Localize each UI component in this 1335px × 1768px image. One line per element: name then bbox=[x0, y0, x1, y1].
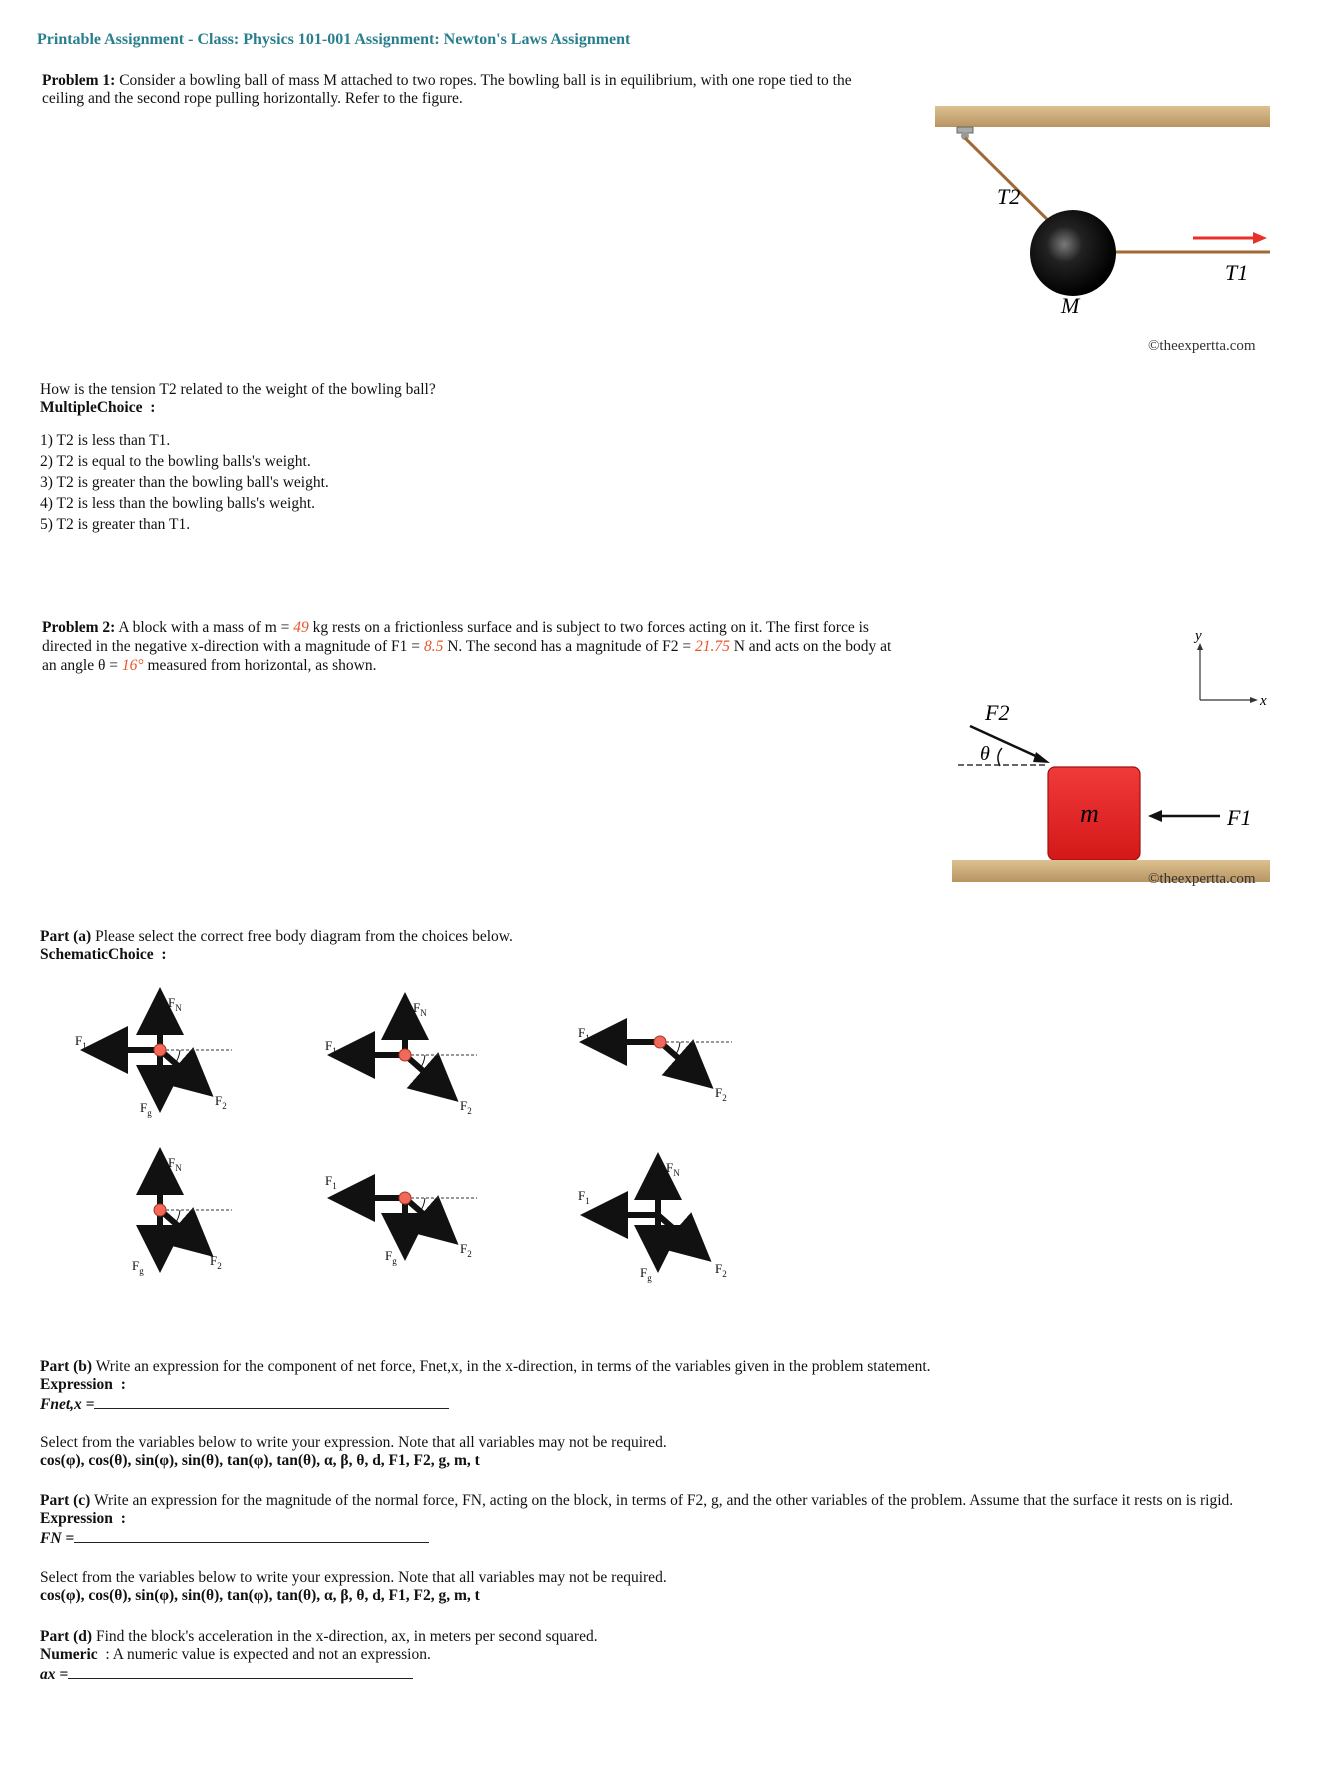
fbd4-label-fg: $F_g$ bbox=[132, 1258, 144, 1276]
fbd5-label-theta: θ bbox=[430, 1211, 437, 1226]
label-theta: θ bbox=[980, 743, 990, 765]
part-d-answer-field[interactable] bbox=[68, 1664, 413, 1679]
fbd6-label-fn: $F_N$ bbox=[666, 1160, 680, 1178]
problem1-label: Problem 1: bbox=[42, 72, 116, 89]
fbd2-body-dot bbox=[399, 1049, 411, 1061]
problem2-label: Problem 2: bbox=[42, 619, 116, 636]
part-c-field-label: FN = bbox=[40, 1530, 75, 1547]
choice-1[interactable]: 1) T2 is less than T1. bbox=[40, 432, 171, 449]
part-d-answer-row bbox=[40, 1664, 1040, 1684]
part-c-label: Part (c) bbox=[40, 1492, 91, 1509]
part-a-text: Please select the correct free body diagram from the choices below. bbox=[95, 928, 513, 945]
part-c-variables-block bbox=[40, 1569, 1040, 1605]
part-d-field-label: ax = bbox=[40, 1666, 69, 1683]
part-c-select-note: Select from the variables below to write your expression. Note that all variables may not be required. bbox=[40, 1569, 667, 1586]
fbd2-label-fn: $F_N$ bbox=[413, 1000, 427, 1018]
part-c-text: Write an expression for the magnitude of the normal force, FN, acting on the block, in terms of F2, g, and the other variables of the problem. Assume that the surface it rests on is rigid. bbox=[93, 1492, 1234, 1509]
fbd2-label-theta: θ bbox=[430, 1068, 437, 1083]
fbd4-label-theta: θ bbox=[185, 1223, 192, 1238]
fbd4-label-fn: $F_N$ bbox=[168, 1155, 182, 1173]
part-a-answer-type: SchematicChoice : bbox=[40, 946, 167, 963]
part-b-label: Part (b) bbox=[40, 1358, 93, 1375]
ceiling-beam bbox=[935, 106, 1270, 127]
fbd5-label-f2: $F_2$ bbox=[460, 1241, 472, 1259]
label-t2: T2 bbox=[997, 184, 1021, 209]
problem2-statement: Problem 2: A block with a mass of m = 49 kg rests on a frictionless surface and is subject to two forces acting on it. The first force is directed in the negative x-direction with a magnitude of F1 = 8.5 N. The second has a magnitude of F2 = 21.75 N and acts on the body at an angle θ = 16° measured from horizontal, as shown. bbox=[42, 619, 892, 674]
part-c-variables: cos(φ), cos(θ), sin(φ), sin(θ), tan(φ), tan(θ), α, β, θ, d, F1, F2, g, m, t bbox=[40, 1587, 480, 1604]
choice-5[interactable]: 5) T2 is greater than T1. bbox=[40, 516, 191, 533]
problem1-statement bbox=[42, 72, 912, 108]
fbd3-label-f2: $F_2$ bbox=[715, 1085, 727, 1103]
x-axis-arrowhead bbox=[1250, 697, 1258, 703]
f2-arrowhead bbox=[1033, 752, 1050, 763]
part-a-label: Part (a) bbox=[40, 928, 92, 945]
part-a-block bbox=[40, 928, 740, 964]
given-angle: 16° bbox=[121, 657, 144, 674]
f1-arrowhead bbox=[1148, 810, 1162, 822]
fbd1-label-theta: θ bbox=[185, 1063, 192, 1078]
problem1-text-line2: ceiling and the second rope pulling horizontally. Refer to the figure. bbox=[42, 90, 463, 107]
problem1-choices bbox=[40, 430, 640, 535]
part-b-block bbox=[40, 1358, 1290, 1414]
choice-3[interactable]: 3) T2 is greater than the bowling ball's weight. bbox=[40, 474, 329, 491]
fbd3-label-f1: $F_1$ bbox=[578, 1025, 590, 1043]
fbd2-label-f2: $F_2$ bbox=[460, 1098, 472, 1116]
fbd4-label-f2: $F_2$ bbox=[210, 1253, 222, 1271]
block-figure bbox=[940, 620, 1290, 885]
y-axis-arrowhead bbox=[1197, 643, 1203, 650]
part-b-text: Write an expression for the component of net force, Fnet,x, in the x-direction, in terms of the variables given in the problem statement. bbox=[95, 1358, 931, 1375]
label-mass-m: M bbox=[1061, 293, 1080, 318]
axis-y-label: y bbox=[1195, 628, 1202, 644]
fbd6-label-theta: θ bbox=[672, 1235, 679, 1250]
label-f1: F1 bbox=[1227, 805, 1252, 830]
problem1-question: How is the tension T2 related to the weight of the bowling ball? bbox=[40, 381, 436, 398]
given-f2: 21.75 bbox=[694, 638, 730, 655]
label-t1: T1 bbox=[1225, 260, 1249, 285]
fbd1-label-f1: $F_1$ bbox=[75, 1033, 87, 1051]
axis-x-label: x bbox=[1260, 693, 1267, 709]
assignment-header: Printable Assignment - Class: Physics 101-001 Assignment: Newton's Laws Assignment bbox=[37, 31, 631, 48]
bowling-ball bbox=[1030, 210, 1116, 296]
fbd3-body-dot bbox=[654, 1036, 666, 1048]
fbd3-label-theta: θ bbox=[685, 1055, 692, 1070]
part-d-answer-note: : A numeric value is expected and not an expression. bbox=[105, 1646, 431, 1663]
part-b-select-note: Select from the variables below to write your expression. Note that all variables may not be required. bbox=[40, 1434, 667, 1451]
fbd5-body-dot bbox=[399, 1192, 411, 1204]
fbd2-label-f1: $F_1$ bbox=[325, 1038, 337, 1056]
fbd4-body-dot bbox=[154, 1204, 166, 1216]
figure1-credit: ©theexpertta.com bbox=[1148, 338, 1256, 354]
theta-arc bbox=[998, 748, 1002, 766]
choice-4[interactable]: 4) T2 is less than the bowling balls's weight. bbox=[40, 495, 316, 512]
fbd6-label-f2: $F_2$ bbox=[715, 1261, 727, 1279]
part-c-block bbox=[40, 1492, 1330, 1548]
part-d-block bbox=[40, 1628, 1040, 1684]
fbd6-label-fg: $F_g$ bbox=[640, 1265, 652, 1283]
fbd5-label-f1: $F_1$ bbox=[325, 1173, 337, 1191]
part-d-text: Find the block's acceleration in the x-direction, ax, in meters per second squared. bbox=[95, 1628, 598, 1645]
fbd6-label-f1: $F_1$ bbox=[578, 1188, 590, 1206]
problem1-text-line1: Consider a bowling ball of mass M attached to two ropes. The bowling ball is in equilibrium, with one rope tied to the bbox=[119, 72, 852, 89]
fbd-option-1[interactable] bbox=[98, 1005, 200, 1095]
label-block-m: m bbox=[1080, 799, 1099, 828]
part-d-label: Part (d) bbox=[40, 1628, 93, 1645]
bowling-ball-figure bbox=[935, 100, 1275, 350]
part-d-answer-type: Numeric bbox=[40, 1646, 98, 1663]
fbd1-label-fn: $F_N$ bbox=[168, 995, 182, 1013]
part-b-answer-type: Expression : bbox=[40, 1376, 126, 1393]
fbd-option-6[interactable] bbox=[598, 1170, 698, 1255]
fbd1-label-f2: $F_2$ bbox=[215, 1093, 227, 1111]
part-b-answer-field[interactable] bbox=[94, 1394, 449, 1409]
choice-2[interactable]: 2) T2 is equal to the bowling balls's weight. bbox=[40, 453, 311, 470]
part-b-variables-block bbox=[40, 1434, 1040, 1470]
part-b-answer-row bbox=[40, 1394, 1290, 1414]
part-b-variables: cos(φ), cos(θ), sin(φ), sin(θ), tan(φ), tan(θ), α, β, θ, d, F1, F2, g, m, t bbox=[40, 1452, 480, 1469]
part-c-answer-row bbox=[40, 1528, 1330, 1548]
given-f1: 8.5 bbox=[423, 638, 444, 655]
problem1-answer-type: MultipleChoice : bbox=[40, 399, 156, 416]
part-c-answer-type: Expression : bbox=[40, 1510, 126, 1527]
t1-arrowhead bbox=[1253, 232, 1267, 244]
given-mass: 49 bbox=[293, 619, 309, 636]
fbd5-label-fg: $F_g$ bbox=[385, 1248, 397, 1266]
fbd1-body-dot bbox=[154, 1044, 166, 1056]
figure2-credit: ©theexpertta.com bbox=[1148, 871, 1256, 887]
part-c-answer-field[interactable] bbox=[74, 1528, 429, 1543]
fbd1-label-fg: $F_g$ bbox=[140, 1100, 152, 1118]
fbd-choices bbox=[60, 985, 760, 1315]
problem1-question-block bbox=[40, 381, 840, 417]
label-f2: F2 bbox=[985, 700, 1010, 725]
part-b-field-label: Fnet,x = bbox=[40, 1396, 95, 1413]
